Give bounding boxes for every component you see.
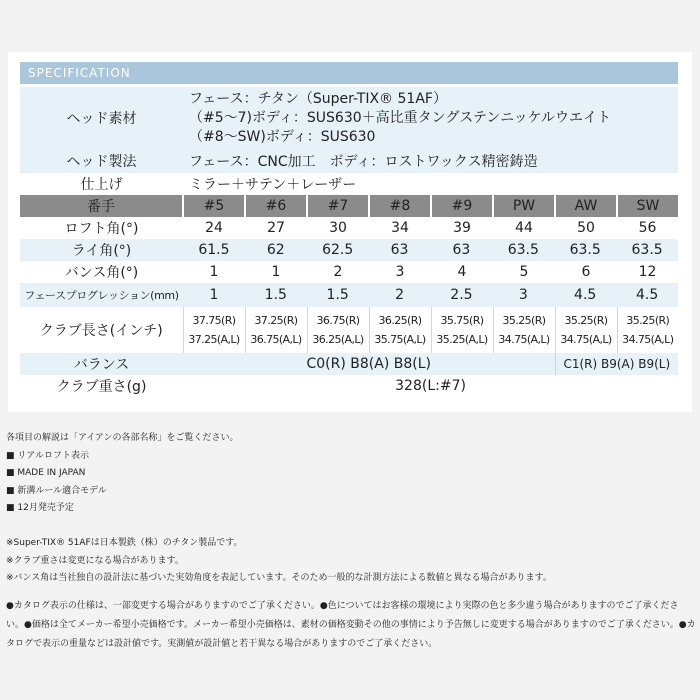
loft-cell: 30 <box>307 217 369 239</box>
progression-cell: 2.5 <box>431 287 493 303</box>
length-cell <box>307 307 369 353</box>
spec-table <box>20 87 678 397</box>
spec-header: SPECIFICATION <box>20 62 678 84</box>
row-head-method <box>20 149 678 173</box>
material-line-3: （#8～SW)ボディ：SUS630 <box>189 128 376 145</box>
note-item: ■ リアルロフト表示 <box>6 450 90 461</box>
label-bounce: バンス角(°) <box>20 261 183 283</box>
loft-cell: 39 <box>431 217 493 239</box>
loft-cell: 34 <box>369 217 431 239</box>
balance-wedge: C1(R) B9(A) B9(L) <box>555 353 678 375</box>
progression-cell: 3 <box>492 287 554 303</box>
length-r: 35.25(R) <box>502 314 546 327</box>
bounce-cell: 3 <box>369 261 431 283</box>
length-cell <box>431 307 493 353</box>
row-head-material <box>20 87 678 149</box>
length-r: 36.25(R) <box>378 314 422 327</box>
row-balance <box>20 353 678 375</box>
balance-main: C0(R) B8(A) B8(L) <box>183 353 555 375</box>
label-number: 番手 <box>20 195 183 217</box>
bounce-cell: 1 <box>245 261 307 283</box>
row-number <box>20 195 678 217</box>
lie-cell: 63 <box>369 242 431 258</box>
progression-cell: 2 <box>369 287 431 303</box>
length-al: 35.25(A,L) <box>436 333 488 346</box>
loft-cell: 44 <box>493 217 555 239</box>
length-cell <box>369 307 431 353</box>
lie-cell: 63.5 <box>492 242 554 258</box>
bounce-cell: 2 <box>307 261 369 283</box>
length-r: 37.25(R) <box>254 314 298 327</box>
label-lie: ライ角(°) <box>20 239 183 261</box>
length-cell <box>245 307 307 353</box>
lie-cell: 62.5 <box>307 242 369 258</box>
lie-subtable <box>183 242 678 258</box>
note-item: ※Super-TIX® 51AFは日本製鉄（株）のチタン製品です。 <box>6 538 243 548</box>
progression-cell: 4.5 <box>554 287 616 303</box>
length-cell <box>493 307 555 353</box>
lie-cell: 63.5 <box>554 242 616 258</box>
lie-cell: 61.5 <box>183 242 245 258</box>
note-item: ■ 新溝ルール適合モデル <box>6 485 107 496</box>
note-item: ■ 12月発売予定 <box>6 503 74 513</box>
label-loft: ロフト角(°) <box>20 217 183 239</box>
lie-cell: 63.5 <box>616 242 678 258</box>
row-loft <box>20 217 678 239</box>
length-r: 35.75(R) <box>440 314 484 327</box>
row-progression <box>20 283 678 307</box>
progression-values <box>183 283 678 307</box>
label-progression: フェースプログレッション(mm) <box>20 283 183 307</box>
row-lie <box>20 239 678 261</box>
number-cell: PW <box>493 195 555 217</box>
row-bounce <box>20 261 678 283</box>
length-cell <box>183 307 245 353</box>
value-head-method: フェース：CNC加工 ボディ：ロストワックス精密鋳造 <box>183 149 678 173</box>
number-cell: SW <box>617 195 678 217</box>
loft-cell: 56 <box>617 217 678 239</box>
length-al: 35.75(A,L) <box>374 333 426 346</box>
bounce-cell: 1 <box>183 261 245 283</box>
lie-cell: 63 <box>431 242 493 258</box>
bounce-cell: 5 <box>493 261 555 283</box>
length-r: 36.75(R) <box>316 314 360 327</box>
label-head-method: ヘッド製法 <box>20 149 183 173</box>
progression-cell: 1.5 <box>245 287 307 303</box>
number-cell: AW <box>555 195 617 217</box>
loft-cell: 27 <box>245 217 307 239</box>
lie-cell: 62 <box>245 242 307 258</box>
bounce-cell: 12 <box>617 261 678 283</box>
length-al: 36.25(A,L) <box>312 333 364 346</box>
note-item: ■ MADE IN JAPAN <box>6 468 86 478</box>
label-weight: クラブ重さ(g) <box>20 375 183 397</box>
material-line-2: （#5～7)ボディ：SUS630＋高比重タングステンニッケルウエイト <box>189 109 611 126</box>
length-r: 35.25(R) <box>626 314 670 327</box>
number-cell: #6 <box>245 195 307 217</box>
number-cell: #8 <box>369 195 431 217</box>
label-finish: 仕上げ <box>20 173 183 195</box>
value-head-material <box>183 87 678 149</box>
progression-cell: 4.5 <box>616 287 678 303</box>
material-line-1: フェース：チタン（Super-TIX® 51AF） <box>189 90 447 107</box>
disclaimer-text: ●カタログ表示の仕様は、一部変更する場合がありますのでご了承ください。●色についてはお客様の環境により実際の色と多少違う場合がありますのでご了承ください。●価格は全てメーカー希望小売価格です。メーカー希望小売価格は、素材の価格変動その他の事情により予告無しに変更する場合がありますのでご了承ください。●カタログで表示の重量などは設計値です。実測値が設計値と若干異なる場合がありますのでご了承ください。 <box>6 601 696 649</box>
weight-value: 328(L:#7) <box>183 375 678 397</box>
progression-subtable <box>183 287 678 303</box>
note-item: ※バンス角は当社独自の設計法に基づいた実効角度を表記しています。そのため一般的な計測方法による数値と異なる場合があります。 <box>6 573 552 583</box>
length-al: 36.75(A,L) <box>250 333 302 346</box>
number-cell: #9 <box>431 195 493 217</box>
label-balance: バランス <box>20 353 183 375</box>
lie-values <box>183 239 678 261</box>
length-al: 34.75(A,L) <box>498 333 550 346</box>
bounce-cell: 4 <box>431 261 493 283</box>
number-cell: #7 <box>307 195 369 217</box>
length-cell <box>555 307 617 353</box>
bounce-cell: 6 <box>555 261 617 283</box>
length-cell <box>617 307 678 353</box>
length-r: 37.75(R) <box>192 314 236 327</box>
row-weight <box>20 375 678 397</box>
label-length: クラブ長さ(インチ) <box>20 307 183 353</box>
length-al: 34.75(A,L) <box>622 333 674 346</box>
loft-cell: 50 <box>555 217 617 239</box>
label-head-material: ヘッド素材 <box>20 87 183 149</box>
number-cell: #5 <box>183 195 245 217</box>
row-finish <box>20 173 678 195</box>
progression-cell: 1 <box>183 287 245 303</box>
note-item <box>6 518 696 536</box>
note-item: 各項目の解説は「アイアンの各部名称」をご覧ください。 <box>6 433 239 443</box>
length-al: 37.25(A,L) <box>188 333 240 346</box>
length-al: 34.75(A,L) <box>560 333 612 346</box>
row-length <box>20 307 678 353</box>
value-finish: ミラー＋サテン＋レーザー <box>183 173 678 195</box>
notes-list <box>6 430 696 588</box>
length-r: 35.25(R) <box>564 314 608 327</box>
progression-cell: 1.5 <box>307 287 369 303</box>
loft-cell: 24 <box>183 217 245 239</box>
note-item: ※クラブ重さは変更になる場合があります。 <box>6 555 184 566</box>
